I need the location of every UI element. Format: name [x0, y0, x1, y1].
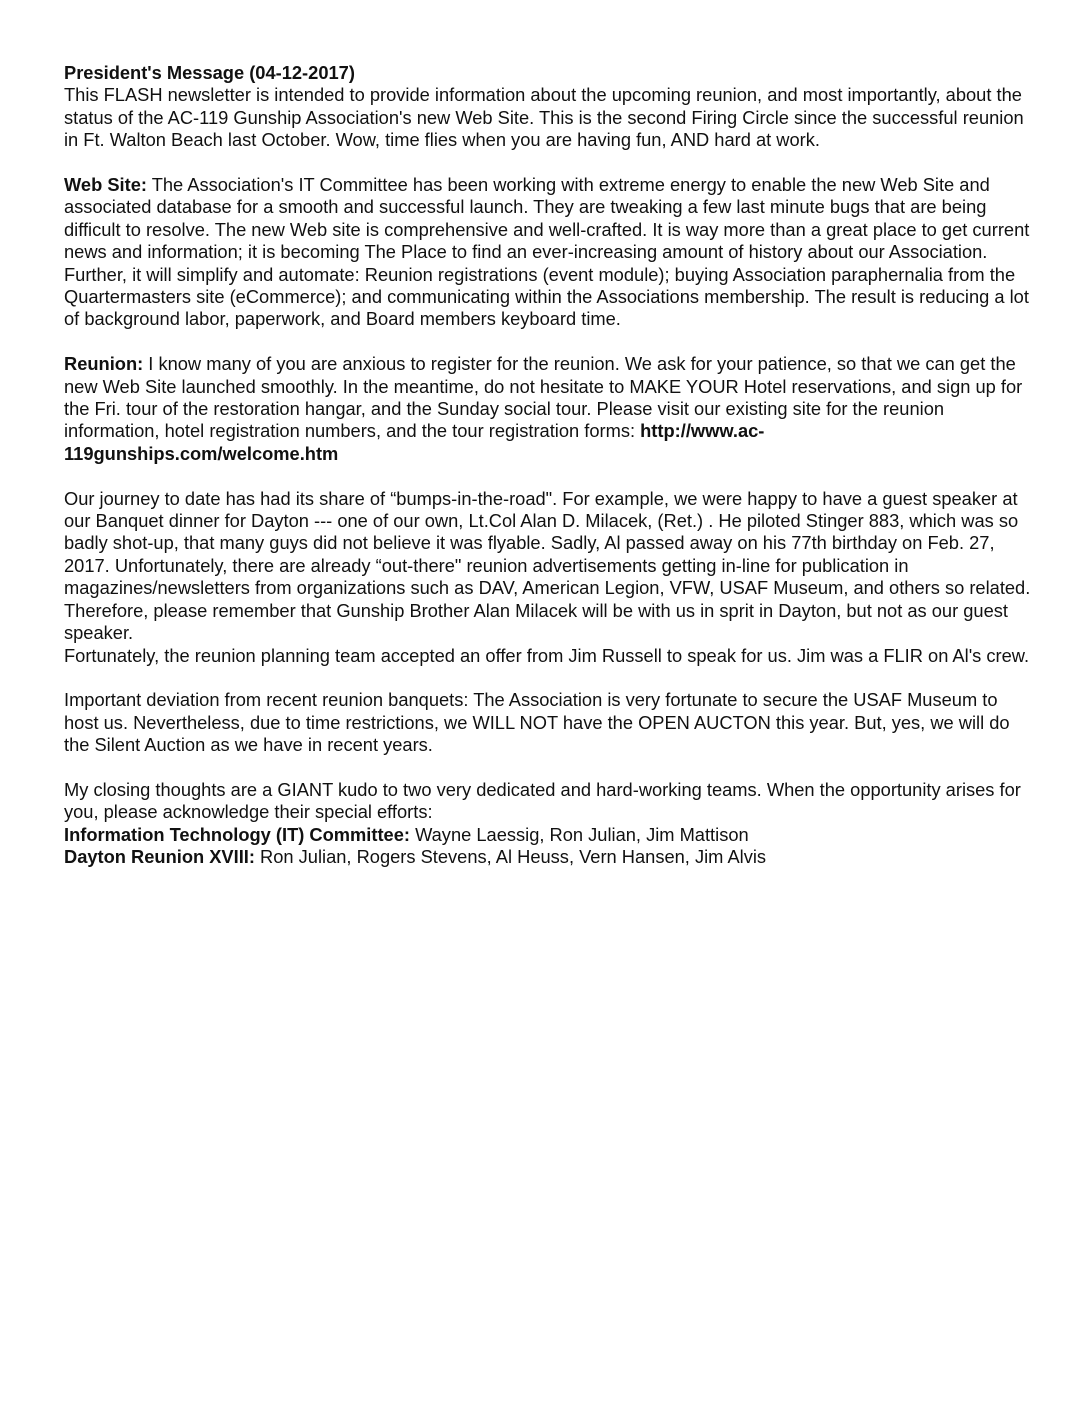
team-dayton-members: Ron Julian, Rogers Stevens, Al Heuss, Vern Hansen, Jim Alvis [254, 846, 767, 868]
web-site-text: The Association's IT Committee has been working with extreme energy to enable the new Web Site and associated database for a smooth and successful launch. They are tweaking a few last minute bugs that are being difficult to resolve. The new Web site is comprehensive and well-crafted. It is way more than a great place to get current news and information; it is becoming The Place to find an ever-increasing amount of history about our Association. Further, it will simplify and automate: Reunion registrations (event module); buying Association paraphernalia from the Quartermasters site (eCommerce); and communicating within the Associations membership. The result is reducing a lot of background labor, paperwork, and Board members keyboard time. [64, 174, 1030, 330]
team-dayton-reunion [64, 846, 1032, 868]
team-it-label: Information Technology (IT) Committee: [64, 823, 410, 845]
intro-paragraph: This FLASH newsletter is intended to provide information about the upcoming reunion, and most importantly, about the status of the AC-119 Gunship Association's new Web Site. This is the second Firing Circle since the successful reunion in Ft. Walton Beach last October. Wow, time flies when you are having fun, AND hard at work. [64, 84, 1024, 151]
reunion-website-link[interactable]: http://www.ac-119gunships.com/welcome.htm [64, 420, 765, 464]
reunion-text: I know many of you are anxious to register for the reunion. We ask for your patience, so that we can get the new Web Site launched smoothly. In the meantime, do not hesitate to MAKE YOUR Hotel reservations, and sign up for the Fri. tour of the restoration hangar, and the Sunday social tour. Please visit our existing site for the reunion information, hotel registration numbers, and the tour registration forms: [64, 353, 1023, 442]
team-it-members: Wayne Laessig, Ron Julian, Jim Mattison [409, 823, 749, 845]
closing-paragraph: My closing thoughts are a GIANT kudo to two very dedicated and hard-working teams. When the opportunity arises for you, please acknowledge their special efforts: [64, 778, 1021, 823]
paragraph-spacer [64, 757, 1032, 779]
paragraph-spacer [64, 152, 1032, 174]
paragraph-spacer [64, 331, 1032, 353]
web-site-label: Web Site: [64, 174, 147, 196]
team-dayton-label: Dayton Reunion XVIII: [64, 846, 255, 868]
team-it-committee [64, 824, 1032, 846]
reunion-label: Reunion: [64, 353, 144, 375]
web-site-paragraph [64, 174, 1032, 331]
journey-paragraph: Our journey to date has had its share of “bumps-in-the-road". For example, we were happy to have a guest speaker at our Banquet dinner for Dayton --- one of our own, Lt.Col Alan D. Milacek, (Ret.) . He piloted Stinger 883, which was so badly shot-up, that many guys did not believe it was flyable. Sadly, Al passed away on his 77th birthday on Feb. 27, 2017. Unfortunately, there are already “out-there" reunion advertisements getting in-line for publication in magazines/newsletters from organizations such as DAV, American Legion, VFW, USAF Museum, and others so related. Therefore, please remember that Gunship Brother Alan Milacek will be with us in sprit in Dayton, but not as our guest speaker. [64, 487, 1031, 644]
fortunately-paragraph: Fortunately, the reunion planning team accepted an offer from Jim Russell to speak for us. Jim was a FLIR on Al's crew. [64, 644, 1030, 666]
paragraph-spacer [64, 667, 1032, 689]
message-title: President's Message (04-12-2017) [64, 62, 355, 83]
paragraph-spacer [64, 465, 1032, 487]
reunion-paragraph [64, 353, 1032, 465]
deviation-paragraph: Important deviation from recent reunion banquets: The Association is very fortunate to secure the USAF Museum to host us. Nevertheless, due to time restrictions, we WILL NOT have the OPEN AUCTON this year. But, yes, we will do the Silent Auction as we have in recent years. [64, 689, 1010, 756]
newsletter-page [64, 62, 1032, 869]
